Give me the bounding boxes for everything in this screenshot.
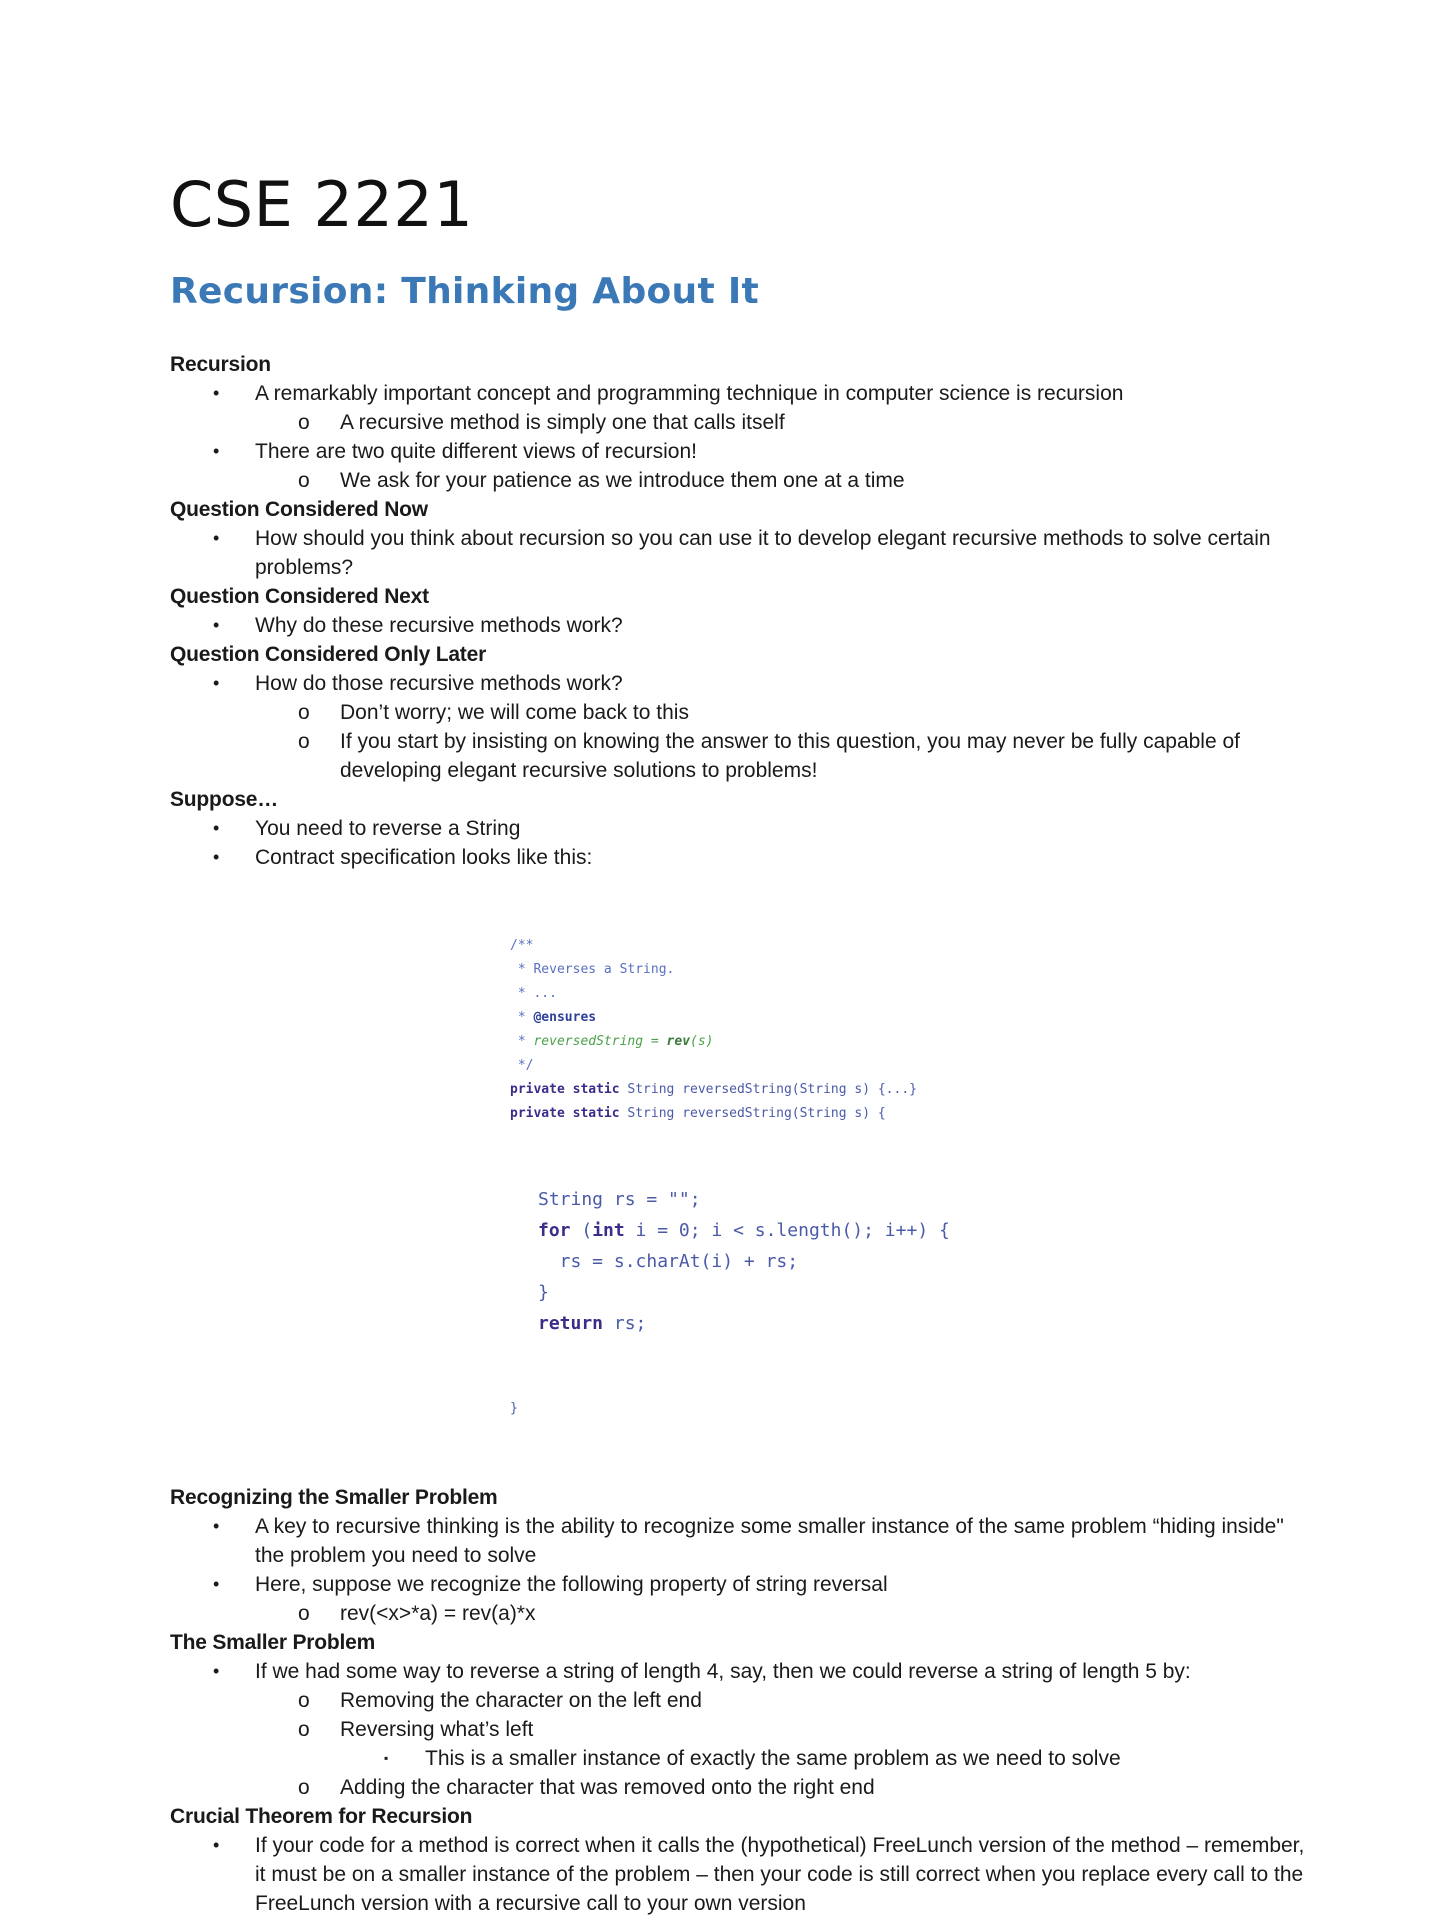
list-item bbox=[170, 408, 1310, 437]
list-item bbox=[170, 611, 1310, 640]
section-heading: Crucial Theorem for Recursion bbox=[170, 1805, 473, 1828]
list-item bbox=[170, 1831, 1310, 1918]
list-item-text: A key to recursive thinking is the ability to recognize some smaller instance of the same problem “hiding inside" the problem you need to solve bbox=[255, 1515, 1284, 1567]
list-item bbox=[170, 1657, 1310, 1686]
list-item-text: Why do these recursive methods work? bbox=[255, 614, 623, 637]
code-token: ( bbox=[570, 1220, 593, 1241]
code-line: } bbox=[538, 1282, 549, 1303]
list-item bbox=[170, 1686, 1310, 1715]
list-item-text: We ask for your patience as we introduce them one at a time bbox=[340, 469, 905, 492]
list-item bbox=[170, 1773, 1310, 1802]
list-item bbox=[170, 669, 1310, 698]
list-item-text: Reversing what’s left bbox=[340, 1718, 534, 1741]
list-item bbox=[170, 727, 1310, 785]
section-heading: Question Considered Now bbox=[170, 498, 428, 521]
code-keyword: return bbox=[538, 1313, 604, 1334]
code-token: (s) bbox=[690, 1034, 714, 1049]
sub-bullet-marker: o bbox=[298, 411, 310, 434]
code-token: reversedString = bbox=[533, 1034, 667, 1049]
code-keyword: private static bbox=[510, 1082, 620, 1097]
sub-bullet-marker: o bbox=[298, 1718, 310, 1741]
list-item-text: rev(<x>*a) = rev(a)*x bbox=[340, 1602, 536, 1625]
list-item bbox=[170, 843, 1310, 872]
list-item-text: Contract specification looks like this: bbox=[255, 846, 593, 869]
sub-bullet-marker: o bbox=[298, 1602, 310, 1625]
section-recursion bbox=[170, 350, 1310, 1918]
list-item bbox=[170, 1744, 1310, 1773]
list-item-text: Don’t worry; we will come back to this bbox=[340, 701, 689, 724]
list-item bbox=[170, 814, 1310, 843]
bullet-marker: • bbox=[213, 615, 220, 635]
code-tag: @ensures bbox=[533, 1010, 597, 1025]
bullet-marker: • bbox=[213, 847, 220, 867]
list-item-text: Here, suppose we recognize the following property of string reversal bbox=[255, 1573, 888, 1596]
code-snippet bbox=[510, 876, 1310, 1479]
list-item-text: How do those recursive methods work? bbox=[255, 672, 623, 695]
sub-bullet-marker: o bbox=[298, 1776, 310, 1799]
bullet-marker: • bbox=[213, 1661, 220, 1681]
code-ensures-clause bbox=[533, 1034, 713, 1049]
list-item-text: Removing the character on the left end bbox=[340, 1689, 702, 1712]
list-item-text: If your code for a method is correct when it calls the (hypothetical) FreeLunch version of the method – remember, it must be on a smaller instance of the problem – then your code is still correct when you replace every call to the FreeLunch version with a recursive call to your own version bbox=[255, 1834, 1305, 1915]
code-line: /** bbox=[510, 938, 534, 953]
code-javadoc bbox=[510, 934, 1310, 1126]
bullet-marker: • bbox=[213, 528, 220, 548]
code-line: String rs = ""; bbox=[538, 1189, 701, 1210]
list-item bbox=[170, 524, 1310, 582]
list-item-text: A recursive method is simply one that calls itself bbox=[340, 411, 785, 434]
sub-bullet-marker: o bbox=[298, 701, 310, 724]
section-heading: Recognizing the Smaller Problem bbox=[170, 1486, 498, 1509]
code-line: * bbox=[510, 1010, 534, 1025]
section-heading: Question Considered Next bbox=[170, 585, 429, 608]
document-title: CSE 2221 bbox=[170, 168, 474, 241]
list-item bbox=[170, 437, 1310, 466]
list-item bbox=[170, 1715, 1310, 1744]
code-line: * bbox=[510, 1034, 534, 1049]
code-line: */ bbox=[510, 1058, 534, 1073]
sub-bullet-marker: o bbox=[298, 730, 310, 753]
code-line: i = 0; i < s.length(); i++) { bbox=[624, 1220, 950, 1241]
list-item bbox=[170, 466, 1310, 495]
list-item bbox=[170, 1512, 1310, 1570]
list-item-text: Adding the character that was removed onto the right end bbox=[340, 1776, 875, 1799]
list-item-text: You need to reverse a String bbox=[255, 817, 521, 840]
code-line: String reversedString(String s) { bbox=[619, 1106, 886, 1121]
code-keyword: int bbox=[592, 1220, 625, 1241]
code-token: rev bbox=[666, 1034, 691, 1049]
bullet-marker: • bbox=[213, 1835, 220, 1855]
code-line: rs = s.charAt(i) + rs; bbox=[538, 1251, 799, 1272]
bullet-marker: • bbox=[213, 673, 220, 693]
bullet-marker: • bbox=[213, 383, 220, 403]
bullet-marker: • bbox=[213, 1574, 220, 1594]
list-item-text: If you start by insisting on knowing the answer to this question, you may never be fully capable of developing elegant recursive solutions to problems! bbox=[340, 730, 1240, 782]
bullet-marker: • bbox=[213, 441, 220, 461]
section-heading: The Smaller Problem bbox=[170, 1631, 376, 1654]
bullet-marker: • bbox=[213, 1516, 220, 1536]
section-heading: Question Considered Only Later bbox=[170, 643, 487, 666]
square-bullet-marker: ▪ bbox=[384, 1751, 389, 1765]
list-item-text: This is a smaller instance of exactly the same problem as we need to solve bbox=[425, 1747, 1121, 1770]
bullet-marker: • bbox=[213, 818, 220, 838]
list-item-text: If we had some way to reverse a string of length 4, say, then we could reverse a string of length 5 by: bbox=[255, 1660, 1191, 1683]
list-item-text: There are two quite different views of recursion! bbox=[255, 440, 697, 463]
section-heading: Suppose… bbox=[170, 788, 279, 811]
sub-bullet-marker: o bbox=[298, 469, 310, 492]
section-heading: Recursion bbox=[170, 353, 271, 376]
list-item bbox=[170, 1570, 1310, 1599]
code-body bbox=[510, 1184, 1310, 1339]
document-page bbox=[170, 160, 1310, 1918]
code-keyword: for bbox=[538, 1220, 571, 1241]
code-line: * Reverses a String. bbox=[510, 962, 675, 977]
sub-bullet-marker: o bbox=[298, 1689, 310, 1712]
code-line: String reversedString(String s) {...} bbox=[619, 1082, 917, 1097]
list-item-text: How should you think about recursion so you can use it to develop elegant recursive methods to solve certain problems? bbox=[255, 527, 1271, 579]
list-item bbox=[170, 379, 1310, 408]
list-item-text: A remarkably important concept and programming technique in computer science is recursion bbox=[255, 382, 1124, 405]
list-item bbox=[170, 698, 1310, 727]
code-keyword: private static bbox=[510, 1106, 620, 1121]
document-subtitle: Recursion: Thinking About It bbox=[170, 271, 760, 312]
code-line: * ... bbox=[510, 986, 557, 1001]
code-line: rs; bbox=[603, 1313, 647, 1334]
code-closing-brace: } bbox=[510, 1401, 518, 1416]
list-item bbox=[170, 1599, 1310, 1628]
